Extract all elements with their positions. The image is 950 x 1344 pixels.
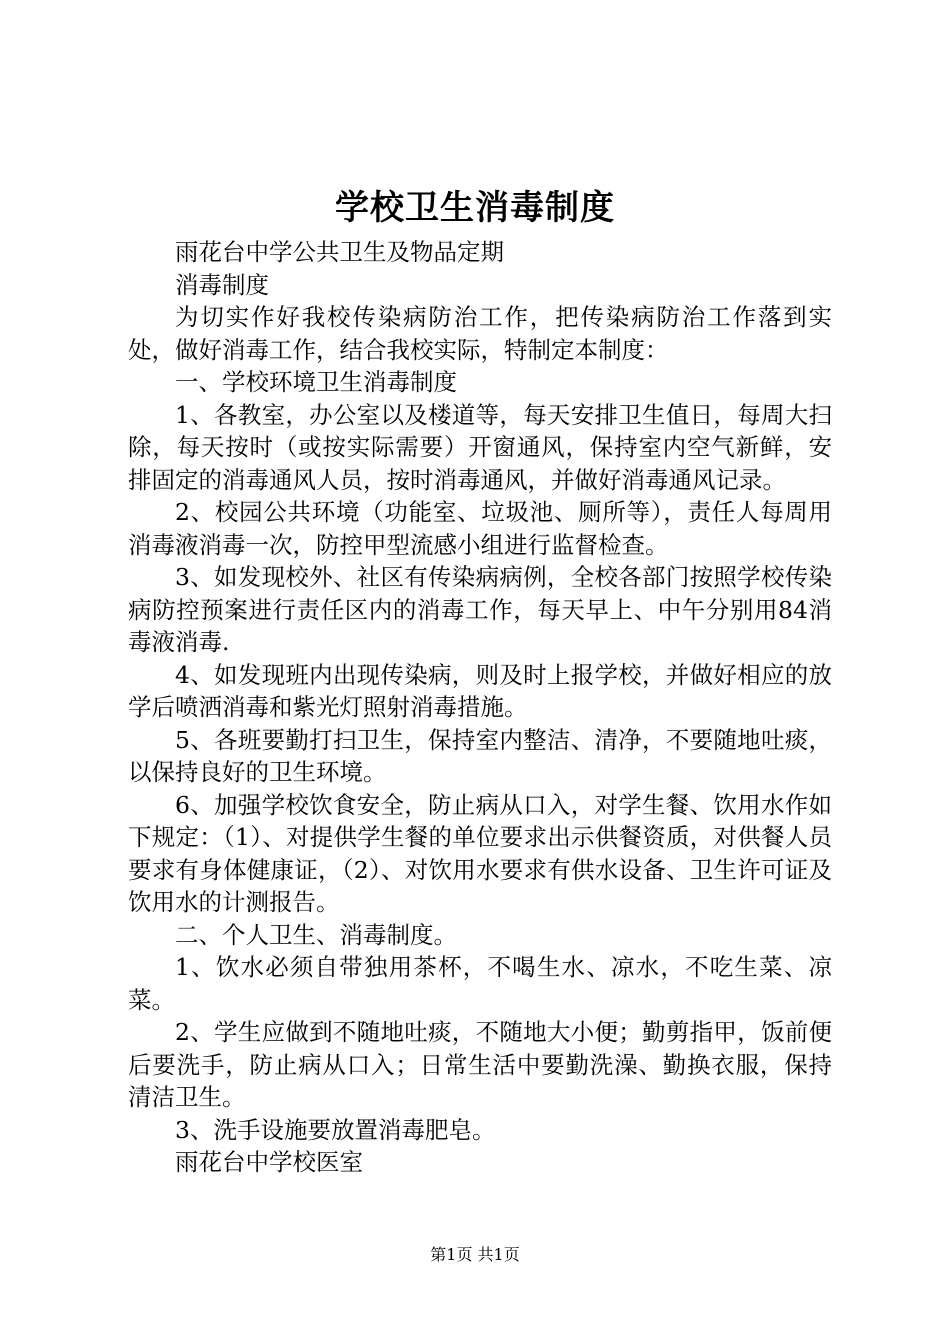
document-title: 学校卫生消毒制度 — [335, 188, 615, 228]
paragraph-item-6: 6、加强学校饮食安全，防止病从口入，对学生餐、饮用水作如下规定：（1）、对提供学生餐的单位要求出示供餐资质，对供餐人员要求有身体健康证，（2）、对饮用水要求有供水设备、卫生许可证及饮用水的计测报告。 — [128, 790, 832, 916]
section-heading-environment: 一、学校环境卫生消毒制度 — [175, 368, 457, 396]
paragraph-item-5: 5、各班要勤打扫卫生，保持室内整洁、清净，不要随地吐痰，以保持良好的卫生环境。 — [128, 725, 832, 786]
section-heading-personal: 二、个人卫生、消毒制度。 — [175, 920, 457, 949]
paragraph-heading-line-1: 雨花台中学公共卫生及物品定期 — [175, 238, 504, 266]
paragraph-personal-2: 2、学生应做到不随地吐痰，不随地大小便；勤剪指甲，饭前便后要洗手，防止病从口入；日常生活中要勤洗澡、勤换衣服，保持清洁卫生。 — [128, 1018, 832, 1111]
paragraph-item-1: 1、各教室，办公室以及楼道等，每天安排卫生值日，每周大扫除，每天按时（或按实际需要）开窗通风，保持室内空气新鲜，安排固定的消毒通风人员，按时消毒通风，并做好消毒通风记录。 — [128, 400, 832, 494]
paragraph-item-4: 4、如发现班内出现传染病，则及时上报学校，并做好相应的放学后喷洒消毒和紫光灯照射消毒措施。 — [128, 660, 832, 721]
signature-line: 雨花台中学校医室 — [175, 1148, 363, 1176]
paragraph-personal-1: 1、饮水必须自带独用茶杯，不喝生水、凉水，不吃生菜、凉菜。 — [128, 953, 832, 1014]
document-body — [128, 236, 832, 1179]
paragraph-personal-3: 3、洗手设施要放置消毒肥皂。 — [175, 1115, 496, 1144]
page-footer: 第1页 共1页 — [430, 1245, 520, 1264]
paragraph-item-2: 2、校园公共环境（功能室、垃圾池、厕所等），责任人每周用消毒液消毒一次，防控甲型流感小组进行监督检查。 — [128, 498, 832, 559]
paragraph-intro: 为切实作好我校传染病防治工作，把传染病防治工作落到实处，做好消毒工作，结合我校实际，特制定本制度： — [128, 303, 832, 364]
paragraph-heading-line-2: 消毒制度 — [175, 270, 269, 299]
paragraph-item-3: 3、如发现校外、社区有传染病病例，全校各部门按照学校传染病防控预案进行责任区内的消毒工作，每天早上、中午分别用84消毒液消毒. — [128, 563, 832, 656]
